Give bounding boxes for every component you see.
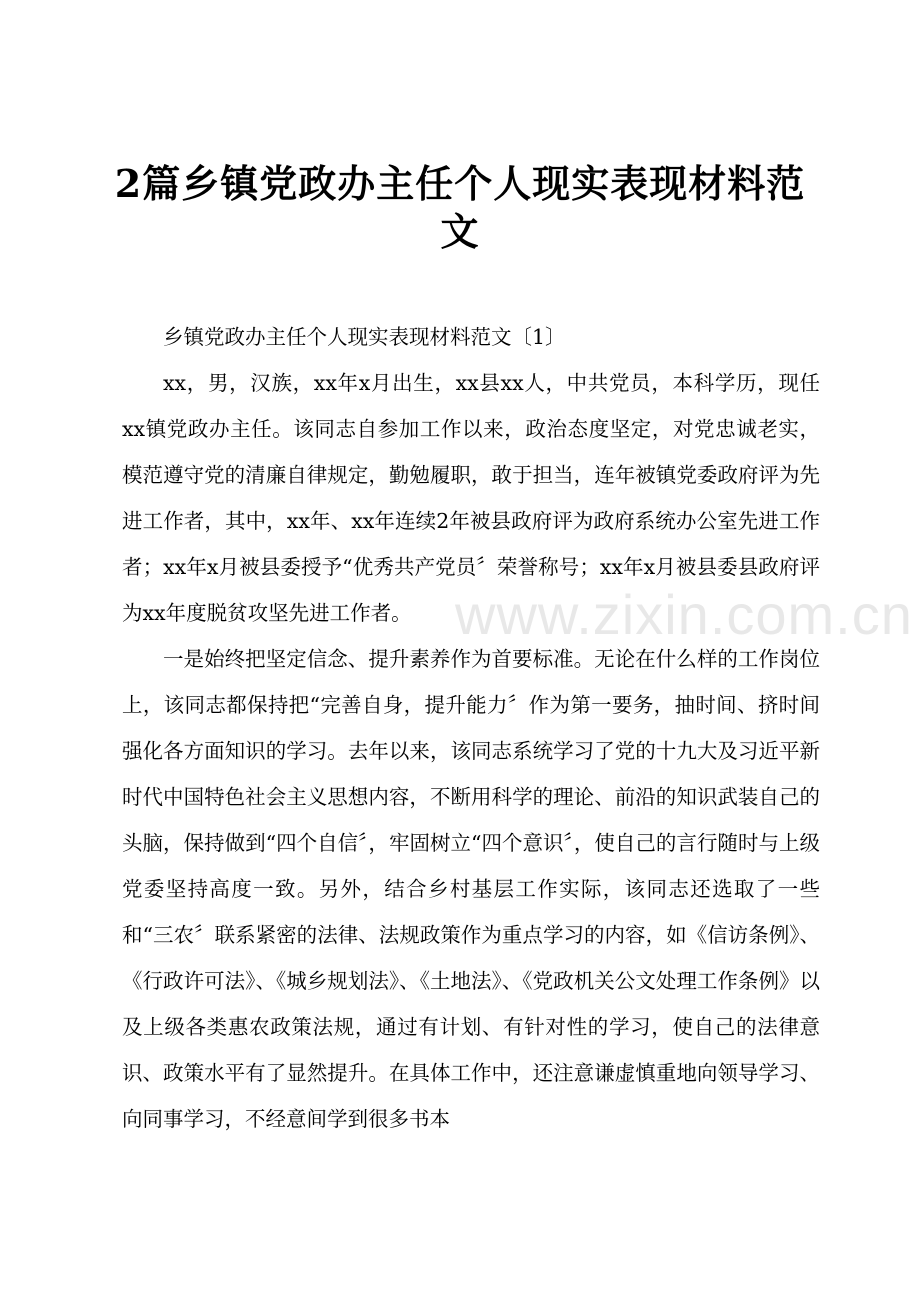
section-heading: 乡镇党政办主任个人现实表现材料范文〔1〕 xyxy=(163,325,566,349)
document-body xyxy=(122,314,820,1142)
paragraph-first-point: 一是始终把坚定信念、提升素养作为首要标准。无论在什么样的工作岗位上，该同志都保持把“完善自身，提升能力〞作为第一要务，抽时间、挤时间强化各方面知识的学习。去年以来，该同志系统学习了党的十九大及习近平新时代中国特色社会主义思想内容，不断用科学的理论、前沿的知识武装自己的头脑，保持做到“四个自信〞，牢固树立“四个意识〞，使自己的言行随时与上级党委坚持高度一致。另外，结合乡村基层工作实际，该同志还选取了一些和“三农〞联系紧密的法律、法规政策作为重点学习的内容，如《信访条例》、《行政许可法》、《城乡规划法》、《土地法》、《党政机关公文处理工作条例》以及上级各类惠农政策法规，通过有计划、有针对性的学习，使自己的法律意识、政策水平有了显然提升。在具体工作中，还注意谦虚慎重地向领导学习、向同事学习，不经意间学到很多书本 xyxy=(122,647,820,1131)
watermark: www.zixin.com.cn xyxy=(455,583,913,646)
paragraph-profile: xx，男，汉族，xx年x月出生，xx县xx人，中共党员，本科学历，现任xx镇党政办主任。该同志自参加工作以来，政治态度坚定，对党忠诚老实，模范遵守党的清廉自律规定，勤勉履职，敢于担当，连年被镇党委政府评为先进工作者，其中，xx年、xx年连续2年被县政府评为政府系统办公室先进工作者；xx年x月被县委授予“优秀共产党员〞荣誉称号；xx年x月被县委县政府评为xx年度脱贫攻坚先进工作者。 xyxy=(122,371,820,625)
document-title: 2篇乡镇党政办主任个人现实表现材料范文 xyxy=(114,161,806,254)
